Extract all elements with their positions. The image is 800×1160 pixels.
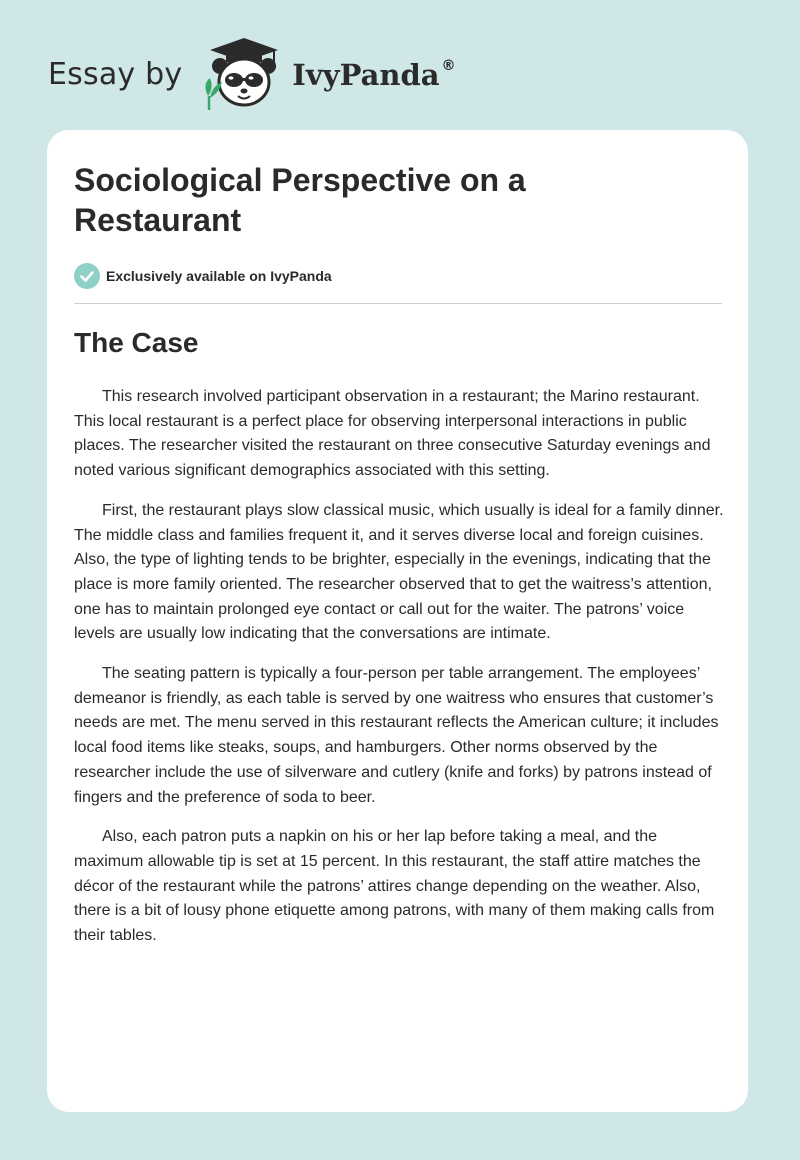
paragraph: This research involved participant observation in a restaurant; the Marino restaurant. This local restaurant is a perfect place for observing interpersonal interactions in public places. The researcher visited the restaurant on three consecutive Saturday evenings and noted various significant demographics associated with this setting. (74, 388, 711, 480)
brand-name[interactable]: IvyPanda ® (292, 58, 456, 92)
panda-graduate-logo-icon[interactable] (200, 36, 286, 112)
paragraph: The seating pattern is typically a four-person per table arrangement. The employees’ demeanor is friendly, as each table is served by one waitress who ensures that customer’s needs are met. The menu served in this restaurant reflects the American culture; it includes local food items like steaks, soups, and hamburgers. Other norms observed by the researcher include the use of silverware and cutlery (knife and forks) by patrons instead of fingers and the preference of soda to beer. (74, 665, 719, 806)
title-divider (74, 303, 722, 304)
section-heading: The Case (74, 327, 199, 358)
exclusive-badge-label: Exclusively available on IvyPanda (106, 268, 332, 284)
article-body (74, 385, 724, 964)
site-header (48, 36, 456, 112)
registered-mark: ® (441, 58, 456, 75)
essay-by-label: Essay by (48, 56, 183, 92)
paragraph: First, the restaurant plays slow classical music, which usually is ideal for a family dinner. The middle class and families frequent it, and it serves diverse local and foreign cuisines. Also, the type of lighting tends to be brighter, especially in the evenings, indicating that the place is more family oriented. The researcher observed that to get the waitress’s attention, one has to maintain prolonged eye contact or call out for the waiter. The patrons’ voice levels are usually low indicating that the conversations are intimate. (74, 501, 724, 643)
article-title: Sociological Perspective on a Restaurant (74, 162, 526, 238)
exclusive-badge (74, 263, 332, 289)
paragraph: Also, each patron puts a napkin on his or her lap before taking a meal, and the maximum allowable tip is set at 15 percent. In this restaurant, the staff attire matches the décor of the restaurant while the patrons’ attires change depending on the weather. Also, there is a bit of lousy phone etiquette among patrons, with many of them making calls from their tables. (74, 828, 715, 945)
check-circle-icon (74, 263, 100, 289)
article-card (47, 130, 748, 1112)
